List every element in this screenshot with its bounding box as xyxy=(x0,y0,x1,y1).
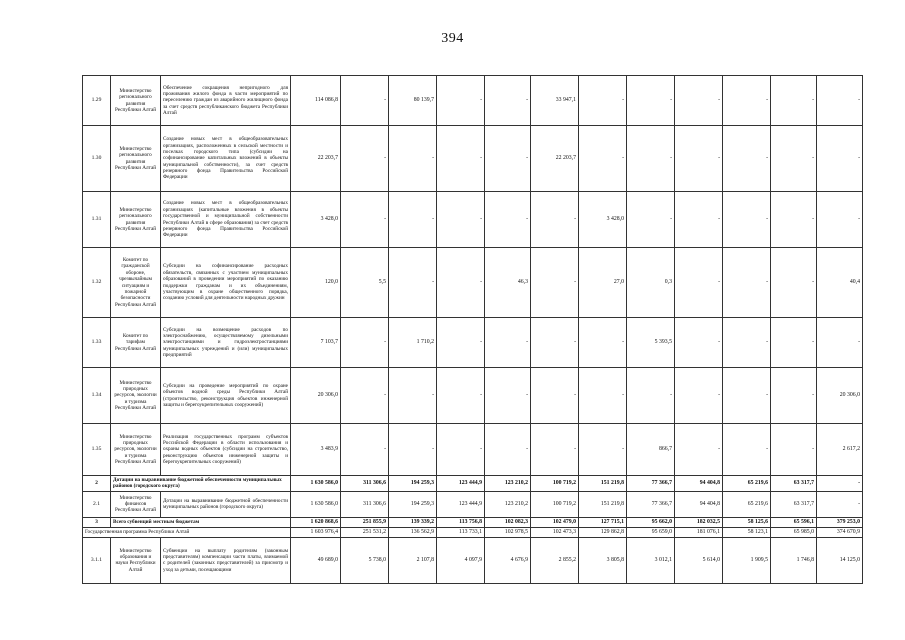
value-cell: - xyxy=(817,476,863,492)
value-cell: 251 531,2 xyxy=(341,527,389,537)
value-cell: - xyxy=(723,192,771,248)
value-cell: - xyxy=(485,318,531,368)
value-cell: 123 210,2 xyxy=(485,476,531,492)
value-cell: - xyxy=(723,424,771,476)
value-cell: 113 733,1 xyxy=(437,527,485,537)
value-cell: - xyxy=(437,76,485,126)
value-cell: 100 719,2 xyxy=(531,491,579,517)
description-cell: Государственная программа Республики Алтай xyxy=(83,527,291,537)
value-cell: 102 473,3 xyxy=(531,527,579,537)
value-cell: 63 317,7 xyxy=(771,491,817,517)
value-cell: - xyxy=(771,424,817,476)
value-cell: - xyxy=(531,318,579,368)
table-row xyxy=(83,368,863,424)
value-cell: 102 082,3 xyxy=(485,517,531,527)
value-cell: 1 620 868,6 xyxy=(291,517,341,527)
value-cell: 65 596,1 xyxy=(771,517,817,527)
value-cell: - xyxy=(341,368,389,424)
executor-cell: Комитет по гражданской обороне, чрезвычайным ситуациям и пожарной безопасности Республики Алтай xyxy=(111,248,161,318)
value-cell: - xyxy=(531,192,579,248)
value-cell: - xyxy=(675,318,723,368)
description-cell: Субсидии на софинансирование расходных обязательств, связанных с участием муниципальных образований в проведении мероприятий по оказанию поддержки гражданам и их объединениям, участвующим в охране общественного порядка, созданию условий для деятельности народных дружин xyxy=(161,248,291,318)
value-cell: - xyxy=(723,126,771,192)
value-cell: - xyxy=(675,76,723,126)
table-row-total-dotations xyxy=(83,476,863,492)
value-cell: - xyxy=(531,424,579,476)
table-row xyxy=(83,318,863,368)
value-cell: - xyxy=(675,126,723,192)
value-cell: 20 306,0 xyxy=(817,368,863,424)
description-cell: Создание новых мест в общеобразовательных организациях, расположенных в сельской местности и поселках городского типа (субсидии на софинансирование капитальных вложений в объекты муниципальной собственности), за счет средств резервного фонда Правительства Российской Федерации xyxy=(161,126,291,192)
value-cell: 3 483,9 xyxy=(291,424,341,476)
value-cell: - xyxy=(437,368,485,424)
row-number-cell: 1.30 xyxy=(83,126,111,192)
value-cell: - xyxy=(579,126,627,192)
value-cell: 58 125,6 xyxy=(723,517,771,527)
budget-table xyxy=(82,75,863,584)
value-cell: 1 603 976,4 xyxy=(291,527,341,537)
table-row xyxy=(83,192,863,248)
value-cell: - xyxy=(627,192,675,248)
value-cell: - xyxy=(771,318,817,368)
value-cell: 2 107,8 xyxy=(389,537,437,583)
value-cell: 151 219,8 xyxy=(579,491,627,517)
value-cell: 1 746,8 xyxy=(771,537,817,583)
value-cell: 0,3 xyxy=(627,248,675,318)
description-cell: Реализация государственных программ субъектов Российской Федерации в области использования и охраны водных объектов (субсидии на строительство, реконструкцию объектов инженерной защиты и берегоукрепительных сооружений) xyxy=(161,424,291,476)
value-cell: 379 253,0 xyxy=(817,517,863,527)
value-cell: 311 306,6 xyxy=(341,491,389,517)
value-cell: - xyxy=(389,248,437,318)
value-cell: 251 855,9 xyxy=(341,517,389,527)
row-number-cell: 1.29 xyxy=(83,76,111,126)
row-number-cell: 3.1.1 xyxy=(83,537,111,583)
value-cell: 129 862,8 xyxy=(579,527,627,537)
value-cell: - xyxy=(437,424,485,476)
value-cell: - xyxy=(341,126,389,192)
executor-cell: Министерство регионального развития Республики Алтай xyxy=(111,76,161,126)
value-cell: 65 219,6 xyxy=(723,476,771,492)
value-cell: - xyxy=(485,76,531,126)
value-cell: 94 404,8 xyxy=(675,491,723,517)
value-cell: - xyxy=(771,76,817,126)
description-cell: Дотации на выравнивание бюджетной обеспеченности муниципальных районов (городского округа) xyxy=(111,476,291,492)
description-cell: Субсидии на проведение мероприятий по охране объектов водной среды Республики Алтай (строительство, реконструкция объектов инженерной защиты и берегоукрепительных сооружений) xyxy=(161,368,291,424)
row-number-cell: 1.33 xyxy=(83,318,111,368)
row-number-cell: 1.35 xyxy=(83,424,111,476)
description-cell: Обеспечение сокращения непригодного для проживания жилого фонда в части мероприятий по переселению граждан из аварийного жилищного фонда за счет средств республиканского бюджета Республики Алтай xyxy=(161,76,291,126)
value-cell: - xyxy=(437,318,485,368)
value-cell: - xyxy=(389,424,437,476)
value-cell: 80 139,7 xyxy=(389,76,437,126)
value-cell: 100 719,2 xyxy=(531,476,579,492)
value-cell: 3 805,8 xyxy=(579,537,627,583)
table-row xyxy=(83,76,863,126)
value-cell: 194 259,3 xyxy=(389,476,437,492)
value-cell: - xyxy=(627,368,675,424)
table-row xyxy=(83,248,863,318)
value-cell: 63 317,7 xyxy=(771,476,817,492)
description-cell: Всего субвенций местным бюджетам xyxy=(111,517,291,527)
value-cell: 123 210,2 xyxy=(485,491,531,517)
value-cell: 2 617,2 xyxy=(817,424,863,476)
value-cell: 77 366,7 xyxy=(627,476,675,492)
value-cell: 1 630 586,0 xyxy=(291,476,341,492)
value-cell: 33 947,1 xyxy=(531,76,579,126)
description-cell: Субвенции на выплату родителям (законным представителям) компенсации части платы, взимаемой с родителей (законных представителей) за присмотр и уход за детьми, посещающими xyxy=(161,537,291,583)
executor-cell: Министерство природных ресурсов, экологии и туризма Республики Алтай xyxy=(111,368,161,424)
value-cell: 4 676,9 xyxy=(485,537,531,583)
executor-cell: Министерство регионального развития Республики Алтай xyxy=(111,126,161,192)
row-number-cell: 1.31 xyxy=(83,192,111,248)
value-cell: 77 366,7 xyxy=(627,491,675,517)
value-cell: 374 670,9 xyxy=(817,527,863,537)
value-cell: 311 306,6 xyxy=(341,476,389,492)
value-cell: 181 076,1 xyxy=(675,527,723,537)
value-cell: 102 978,5 xyxy=(485,527,531,537)
value-cell: 65 985,0 xyxy=(771,527,817,537)
value-cell: 866,7 xyxy=(627,424,675,476)
executor-cell: Министерство финансов Республики Алтай xyxy=(111,491,161,517)
value-cell: 1 909,5 xyxy=(723,537,771,583)
row-number-cell: 2 xyxy=(83,476,111,492)
value-cell: - xyxy=(675,424,723,476)
value-cell: - xyxy=(437,126,485,192)
value-cell: - xyxy=(627,126,675,192)
value-cell: 65 219,6 xyxy=(723,491,771,517)
value-cell: 94 404,8 xyxy=(675,476,723,492)
value-cell: 22 203,7 xyxy=(531,126,579,192)
table-row xyxy=(83,491,863,517)
value-cell: 123 444,9 xyxy=(437,491,485,517)
table-row-total-subventions xyxy=(83,517,863,527)
executor-cell: Министерство регионального развития Республики Алтай xyxy=(111,192,161,248)
value-cell: 20 306,0 xyxy=(291,368,341,424)
value-cell: - xyxy=(723,318,771,368)
value-cell: - xyxy=(771,126,817,192)
value-cell: 5,5 xyxy=(341,248,389,318)
value-cell: 2 855,2 xyxy=(531,537,579,583)
value-cell: 22 203,7 xyxy=(291,126,341,192)
value-cell: 127 715,1 xyxy=(579,517,627,527)
value-cell: - xyxy=(675,248,723,318)
value-cell: 151 219,8 xyxy=(579,476,627,492)
value-cell: - xyxy=(531,248,579,318)
description-cell: Создание новых мест в общеобразовательных организациях (капитальные вложения в объекты государственной и муниципальной собственности Республики Алтай в сфере образования) за счет средств резервного фонда Правительства Российской Федерации xyxy=(161,192,291,248)
value-cell: - xyxy=(437,248,485,318)
value-cell: - xyxy=(723,248,771,318)
value-cell: 120,0 xyxy=(291,248,341,318)
value-cell: 3 012,1 xyxy=(627,537,675,583)
value-cell: - xyxy=(485,424,531,476)
value-cell: 5 614,0 xyxy=(675,537,723,583)
value-cell: - xyxy=(579,76,627,126)
value-cell: - xyxy=(817,318,863,368)
table-row xyxy=(83,126,863,192)
executor-cell: Министерство природных ресурсов, экологии и туризма Республики Алтай xyxy=(111,424,161,476)
description-cell: Дотации на выравнивание бюджетной обеспеченности муниципальных районов (городского округа) xyxy=(161,491,291,517)
row-number-cell: 3 xyxy=(83,517,111,527)
value-cell: - xyxy=(723,76,771,126)
value-cell: - xyxy=(675,192,723,248)
value-cell: - xyxy=(485,126,531,192)
value-cell: - xyxy=(771,248,817,318)
table-row xyxy=(83,537,863,583)
table-row xyxy=(83,424,863,476)
value-cell: - xyxy=(341,76,389,126)
value-cell: - xyxy=(485,368,531,424)
value-cell: 95 662,0 xyxy=(627,517,675,527)
value-cell: 4 097,9 xyxy=(437,537,485,583)
value-cell: - xyxy=(437,192,485,248)
value-cell: - xyxy=(531,368,579,424)
value-cell: 194 259,3 xyxy=(389,491,437,517)
value-cell: - xyxy=(389,126,437,192)
value-cell: - xyxy=(771,192,817,248)
value-cell: 1 710,2 xyxy=(389,318,437,368)
value-cell: 5 393,5 xyxy=(627,318,675,368)
value-cell: - xyxy=(627,76,675,126)
value-cell: 95 659,0 xyxy=(627,527,675,537)
value-cell: 3 428,0 xyxy=(579,192,627,248)
value-cell: 5 738,0 xyxy=(341,537,389,583)
value-cell: 182 032,5 xyxy=(675,517,723,527)
value-cell: - xyxy=(771,368,817,424)
table-row-gov-program xyxy=(83,527,863,537)
value-cell: 58 123,1 xyxy=(723,527,771,537)
value-cell: - xyxy=(579,318,627,368)
value-cell: - xyxy=(389,192,437,248)
value-cell: 1 630 586,0 xyxy=(291,491,341,517)
value-cell: 7 103,7 xyxy=(291,318,341,368)
value-cell: - xyxy=(579,424,627,476)
value-cell: 113 756,8 xyxy=(437,517,485,527)
value-cell: 14 125,0 xyxy=(817,537,863,583)
executor-cell: Комитет по тарифам Республики Алтай xyxy=(111,318,161,368)
value-cell: - xyxy=(341,424,389,476)
value-cell: - xyxy=(817,76,863,126)
value-cell: 139 339,2 xyxy=(389,517,437,527)
value-cell: - xyxy=(817,491,863,517)
value-cell: 136 562,9 xyxy=(389,527,437,537)
executor-cell: Министерство образования и науки Республики Алтай xyxy=(111,537,161,583)
value-cell: 114 086,8 xyxy=(291,76,341,126)
value-cell: 27,0 xyxy=(579,248,627,318)
value-cell: 46,3 xyxy=(485,248,531,318)
value-cell: 49 689,0 xyxy=(291,537,341,583)
value-cell: - xyxy=(485,192,531,248)
value-cell: - xyxy=(723,368,771,424)
value-cell: 40,4 xyxy=(817,248,863,318)
value-cell: 123 444,9 xyxy=(437,476,485,492)
value-cell: - xyxy=(389,368,437,424)
row-number-cell: 1.34 xyxy=(83,368,111,424)
description-cell: Субсидии на возмещение расходов по электроснабжению, осуществляемому дизельными электростанциями и гидроэлектростанциями муниципальных учреждений и (или) муниципальных предприятий xyxy=(161,318,291,368)
value-cell: - xyxy=(675,368,723,424)
value-cell: - xyxy=(341,318,389,368)
row-number-cell: 2.1 xyxy=(83,491,111,517)
value-cell: - xyxy=(579,368,627,424)
table-body xyxy=(83,76,863,584)
value-cell: 102 479,0 xyxy=(531,517,579,527)
value-cell: 3 428,0 xyxy=(291,192,341,248)
value-cell: - xyxy=(817,126,863,192)
value-cell: - xyxy=(341,192,389,248)
value-cell: - xyxy=(817,192,863,248)
row-number-cell: 1.32 xyxy=(83,248,111,318)
page-number: 394 xyxy=(441,31,464,46)
